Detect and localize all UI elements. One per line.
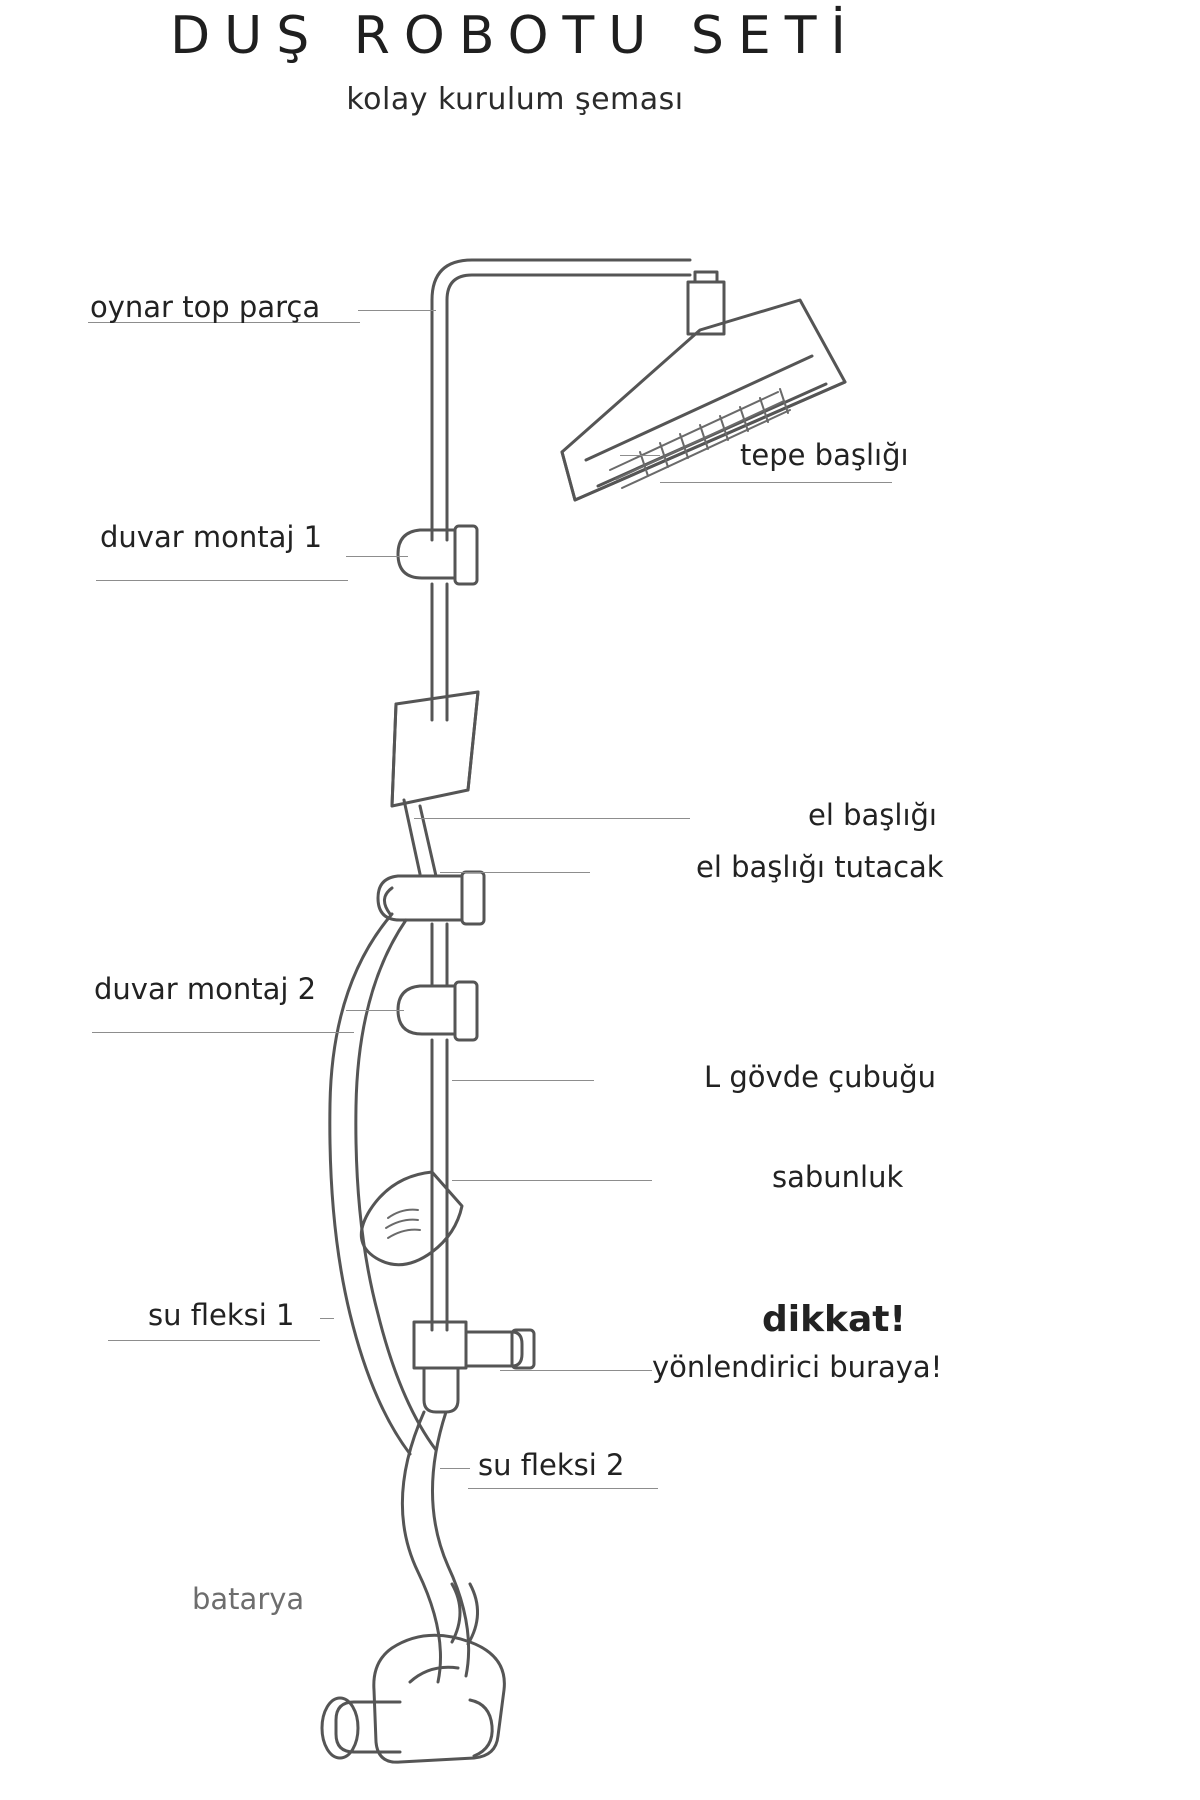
hose-to-mixer: [410, 1667, 458, 1682]
label-duvar-montaj-1: duvar montaj 1: [100, 520, 323, 554]
top-arm-inner: [447, 275, 690, 300]
label-tepe-basligi: tepe başlığı: [740, 438, 909, 472]
diverter-stem: [424, 1368, 458, 1412]
label-dikkat: dikkat!: [762, 1299, 906, 1340]
label-oynar-top-parca: oynar top parça: [90, 290, 321, 324]
label-su-fleksi-2: su fleksi 2: [478, 1448, 625, 1482]
underline-su-fleksi-2: [468, 1488, 658, 1489]
leader-sabunluk: [452, 1180, 652, 1181]
underline-duvar-montaj-2: [92, 1032, 354, 1033]
leader-oynar-top-parca: [358, 310, 436, 311]
page-subtitle: kolay kurulum şeması: [346, 82, 684, 117]
mixer-spout: [336, 1702, 400, 1752]
leader-l-govde-cubugu: [452, 1080, 594, 1081]
leader-el-basligi-tutacak: [440, 872, 590, 873]
top-arm-outer: [432, 260, 690, 300]
label-l-govde-cubugu: L gövde çubuğu: [704, 1060, 937, 1094]
label-batarya: batarya: [192, 1582, 305, 1616]
underline-tepe-basligi: [660, 482, 892, 483]
label-su-fleksi-1: su fleksi 1: [148, 1298, 295, 1332]
soap-dish-grooves: [386, 1210, 420, 1238]
leader-tepe-basligi: [620, 455, 660, 456]
wall-mount-2-plate: [455, 982, 477, 1040]
hand-shower-neck: [404, 800, 420, 874]
hand-shower-face: [392, 692, 478, 806]
leader-duvar-montaj-2: [346, 1010, 404, 1011]
hand-shower-side: [392, 704, 396, 806]
ball-joint-cap: [695, 272, 717, 282]
label-el-basligi: el başlığı: [808, 798, 937, 832]
hand-shower-neck-2: [420, 806, 436, 876]
underline-duvar-montaj-1: [96, 580, 348, 581]
leader-su-fleksi-2: [440, 1468, 470, 1469]
wall-mount-2: [398, 986, 455, 1034]
holder-clip: [384, 888, 392, 914]
wall-mount-1-plate: [455, 526, 477, 584]
leader-yonlendirici: [500, 1370, 652, 1371]
hand-shower-side-2: [468, 692, 478, 790]
underline-su-fleksi-1: [108, 1340, 320, 1341]
ball-joint-block: [688, 282, 724, 334]
mixer-handle: [470, 1700, 492, 1756]
label-yonlendirici-buraya: yönlendirici buraya!: [652, 1350, 943, 1384]
diverter-body: [414, 1322, 466, 1368]
diverter-outlet: [466, 1332, 522, 1366]
leader-el-basligi: [414, 818, 690, 819]
label-el-basligi-tutacak: el başlığı tutacak: [696, 850, 944, 884]
leader-su-fleksi-1: [320, 1318, 334, 1319]
page-title: DUŞ ROBOTU SETİ: [170, 6, 860, 66]
leader-duvar-montaj-1: [346, 556, 408, 557]
label-duvar-montaj-2: duvar montaj 2: [94, 972, 317, 1006]
hand-shower-holder-plate: [462, 872, 484, 924]
label-sabunluk: sabunluk: [772, 1160, 904, 1194]
